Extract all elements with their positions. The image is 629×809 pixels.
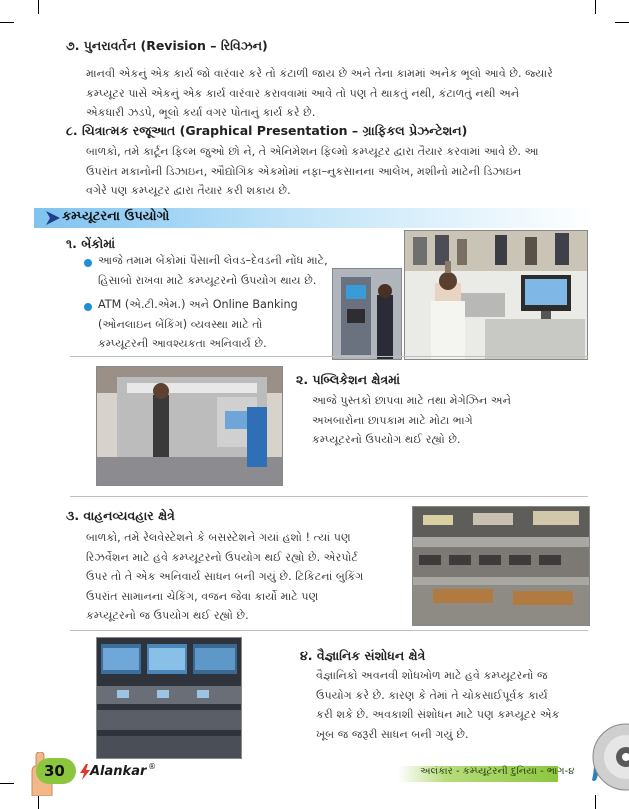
arrow-icon	[46, 211, 60, 225]
page-number: 30	[44, 762, 65, 780]
bank-photo	[404, 230, 588, 360]
text-line: ઉપર તો તે એક અનિવાર્ય સાધન બની ગયું છે. ટિકિટનાં બુકિંગ	[86, 570, 364, 583]
crop-mark	[595, 0, 596, 14]
section-7-body	[86, 64, 596, 123]
divider	[70, 356, 588, 357]
section-8-body	[86, 142, 596, 201]
text-line: આજે તમામ બેંકોમાં પૈસાની લેવડ–દેવડની નોંધ માટે,	[98, 254, 328, 267]
text-line: અખબારોના છાપકામ માટે મોટા ભાગે	[312, 413, 473, 427]
text-line: ખૂબ જ જરૂરી સાધન બની ગયું છે.	[316, 727, 469, 741]
bullet-icon	[84, 303, 92, 311]
text-line: રિઝર્વેશન માટે હવે કમ્પ્યૂટરનો ઉપયોગ થઈ રહ્યો છે. એરપોર્ટ	[86, 550, 358, 564]
atm-photo	[332, 268, 402, 360]
divider	[70, 630, 588, 631]
transport-body	[86, 528, 406, 626]
band-title: કમ્પ્યૂટરના ઉપયોગો	[62, 209, 170, 224]
publication-heading: ૨. પબ્લિકેશન ક્ષેત્રમાં	[296, 372, 401, 387]
section-7-heading: ૭. પુનરાવર્તન (Revision – રિવિઝન)	[66, 38, 268, 53]
text-line: ઉપરાંત સામાનના ચેકિંગ, વજન જેવા કાર્યો માટે પણ	[86, 589, 319, 603]
text-line: કમ્પ્યૂટરનો ઉપયોગ થઈ રહ્યો છે.	[312, 433, 461, 446]
divider	[70, 496, 588, 497]
airport-photo	[412, 506, 590, 626]
crop-mark	[0, 22, 14, 23]
text-line: ઉપયોગ કરે છે. કારણ કે તેમાં તે ચોકસાઈપૂર્વક કાર્ય	[316, 688, 548, 702]
text-line: કમ્પ્યૂટર પાસે એકનું એક કાર્ય વારંવાર કરાવવામાં આવે તો પણ તે થાકતું નથી, કંટાળતું નથી અને	[86, 86, 520, 100]
crop-mark	[615, 22, 629, 23]
crop-mark	[595, 795, 596, 809]
text-line: વગેરે પણ કમ્પ્યૂટર દ્વારા તૈયાર કરી શકાય છે.	[86, 184, 291, 197]
text-line: માનવી એકનું એક કાર્ય જો વારંવાર કરે તો કંટાળી જાય છે અને તેના કામમાં અનેક ભૂલો આવે છે. જ્યારે	[86, 67, 553, 80]
section-8-heading: ૮. ચિત્રાત્મક રજૂઆત (Graphical Presentation – ગ્રાફિકલ પ્રેઝન્ટેશન)	[66, 123, 468, 138]
crop-mark	[38, 0, 39, 14]
text-line: બાળકો, તમે કાર્ટૂન ફિલ્મ જુઓ છો ને, તે એનિમેશન ફિલ્મો કમ્પ્યૂટર દ્વારા તૈયાર કરવામાં આવે છે. આ	[86, 145, 539, 158]
registered-mark: ®	[148, 762, 156, 771]
brand-name: Alankar	[90, 764, 147, 779]
cd-icon	[586, 722, 629, 792]
science-body	[316, 666, 596, 744]
text-line: ATM (એ.ટી.એમ.) અને Online Banking	[98, 298, 298, 311]
text-line: કરી શકે છે. અવકાશી સંશોધન માટે પણ કમ્પ્યૂટર એક	[316, 708, 560, 721]
transport-heading: ૩. વાહનવ્યવહાર ક્ષેત્રે	[66, 508, 175, 523]
publication-body	[312, 391, 592, 450]
crop-mark	[38, 795, 39, 809]
text-line: એકધારી ઝડપે, ભૂલો કર્યા વગર પોતાનું કાર્ય કરે છે.	[86, 106, 316, 119]
banks-heading: ૧. બેંકોમાં	[66, 236, 116, 251]
text-line: (ઓનલાઇન બેંકિંગ) વ્યવસ્થા માટે તો	[98, 317, 263, 331]
text-line: કમ્પ્યૂટરનો જ ઉપયોગ થઈ રહ્યો છે.	[86, 609, 249, 622]
printing-photo	[96, 366, 283, 486]
text-line: આજે પુસ્તકો છાપવા માટે તથા મેગેઝિન અને	[312, 394, 512, 407]
text-line: ઉપરાંત મકાનોની ડિઝાઇન, ઔદ્યોગિક એકમોમાં નફા–નુકસાનના આલેખ, મશીનો માટેની ડિઝાઇન	[86, 164, 522, 178]
text-line: વૈજ્ઞાનિકો અવનવી શોધખોળ માટે હવે કમ્પ્યૂટરનો જ	[316, 669, 548, 682]
text-line: કમ્પ્યૂટરની આવશ્યકતા અનિવાર્ય છે.	[98, 337, 267, 350]
control-room-photo	[96, 637, 242, 759]
text-line: બાળકો, તમે રેલવેસ્ટેશને કે બસસ્ટેશને ગયાં હશો ! ત્યાં પણ	[86, 531, 351, 544]
footer-series-title: અલંકાર - કમ્પ્યૂટરની દુનિયા - ભાગ-૪	[420, 766, 575, 777]
science-heading: ૪. વૈજ્ઞાનિક સંશોધન ક્ષેત્રે	[300, 648, 426, 663]
crop-mark	[0, 783, 14, 784]
text-line: હિસાબો રાખવા માટે કમ્પ્યૂટરનો ઉપયોગ થાય છે.	[98, 273, 317, 287]
lightning-icon	[80, 764, 90, 780]
bullet-icon	[84, 259, 92, 267]
